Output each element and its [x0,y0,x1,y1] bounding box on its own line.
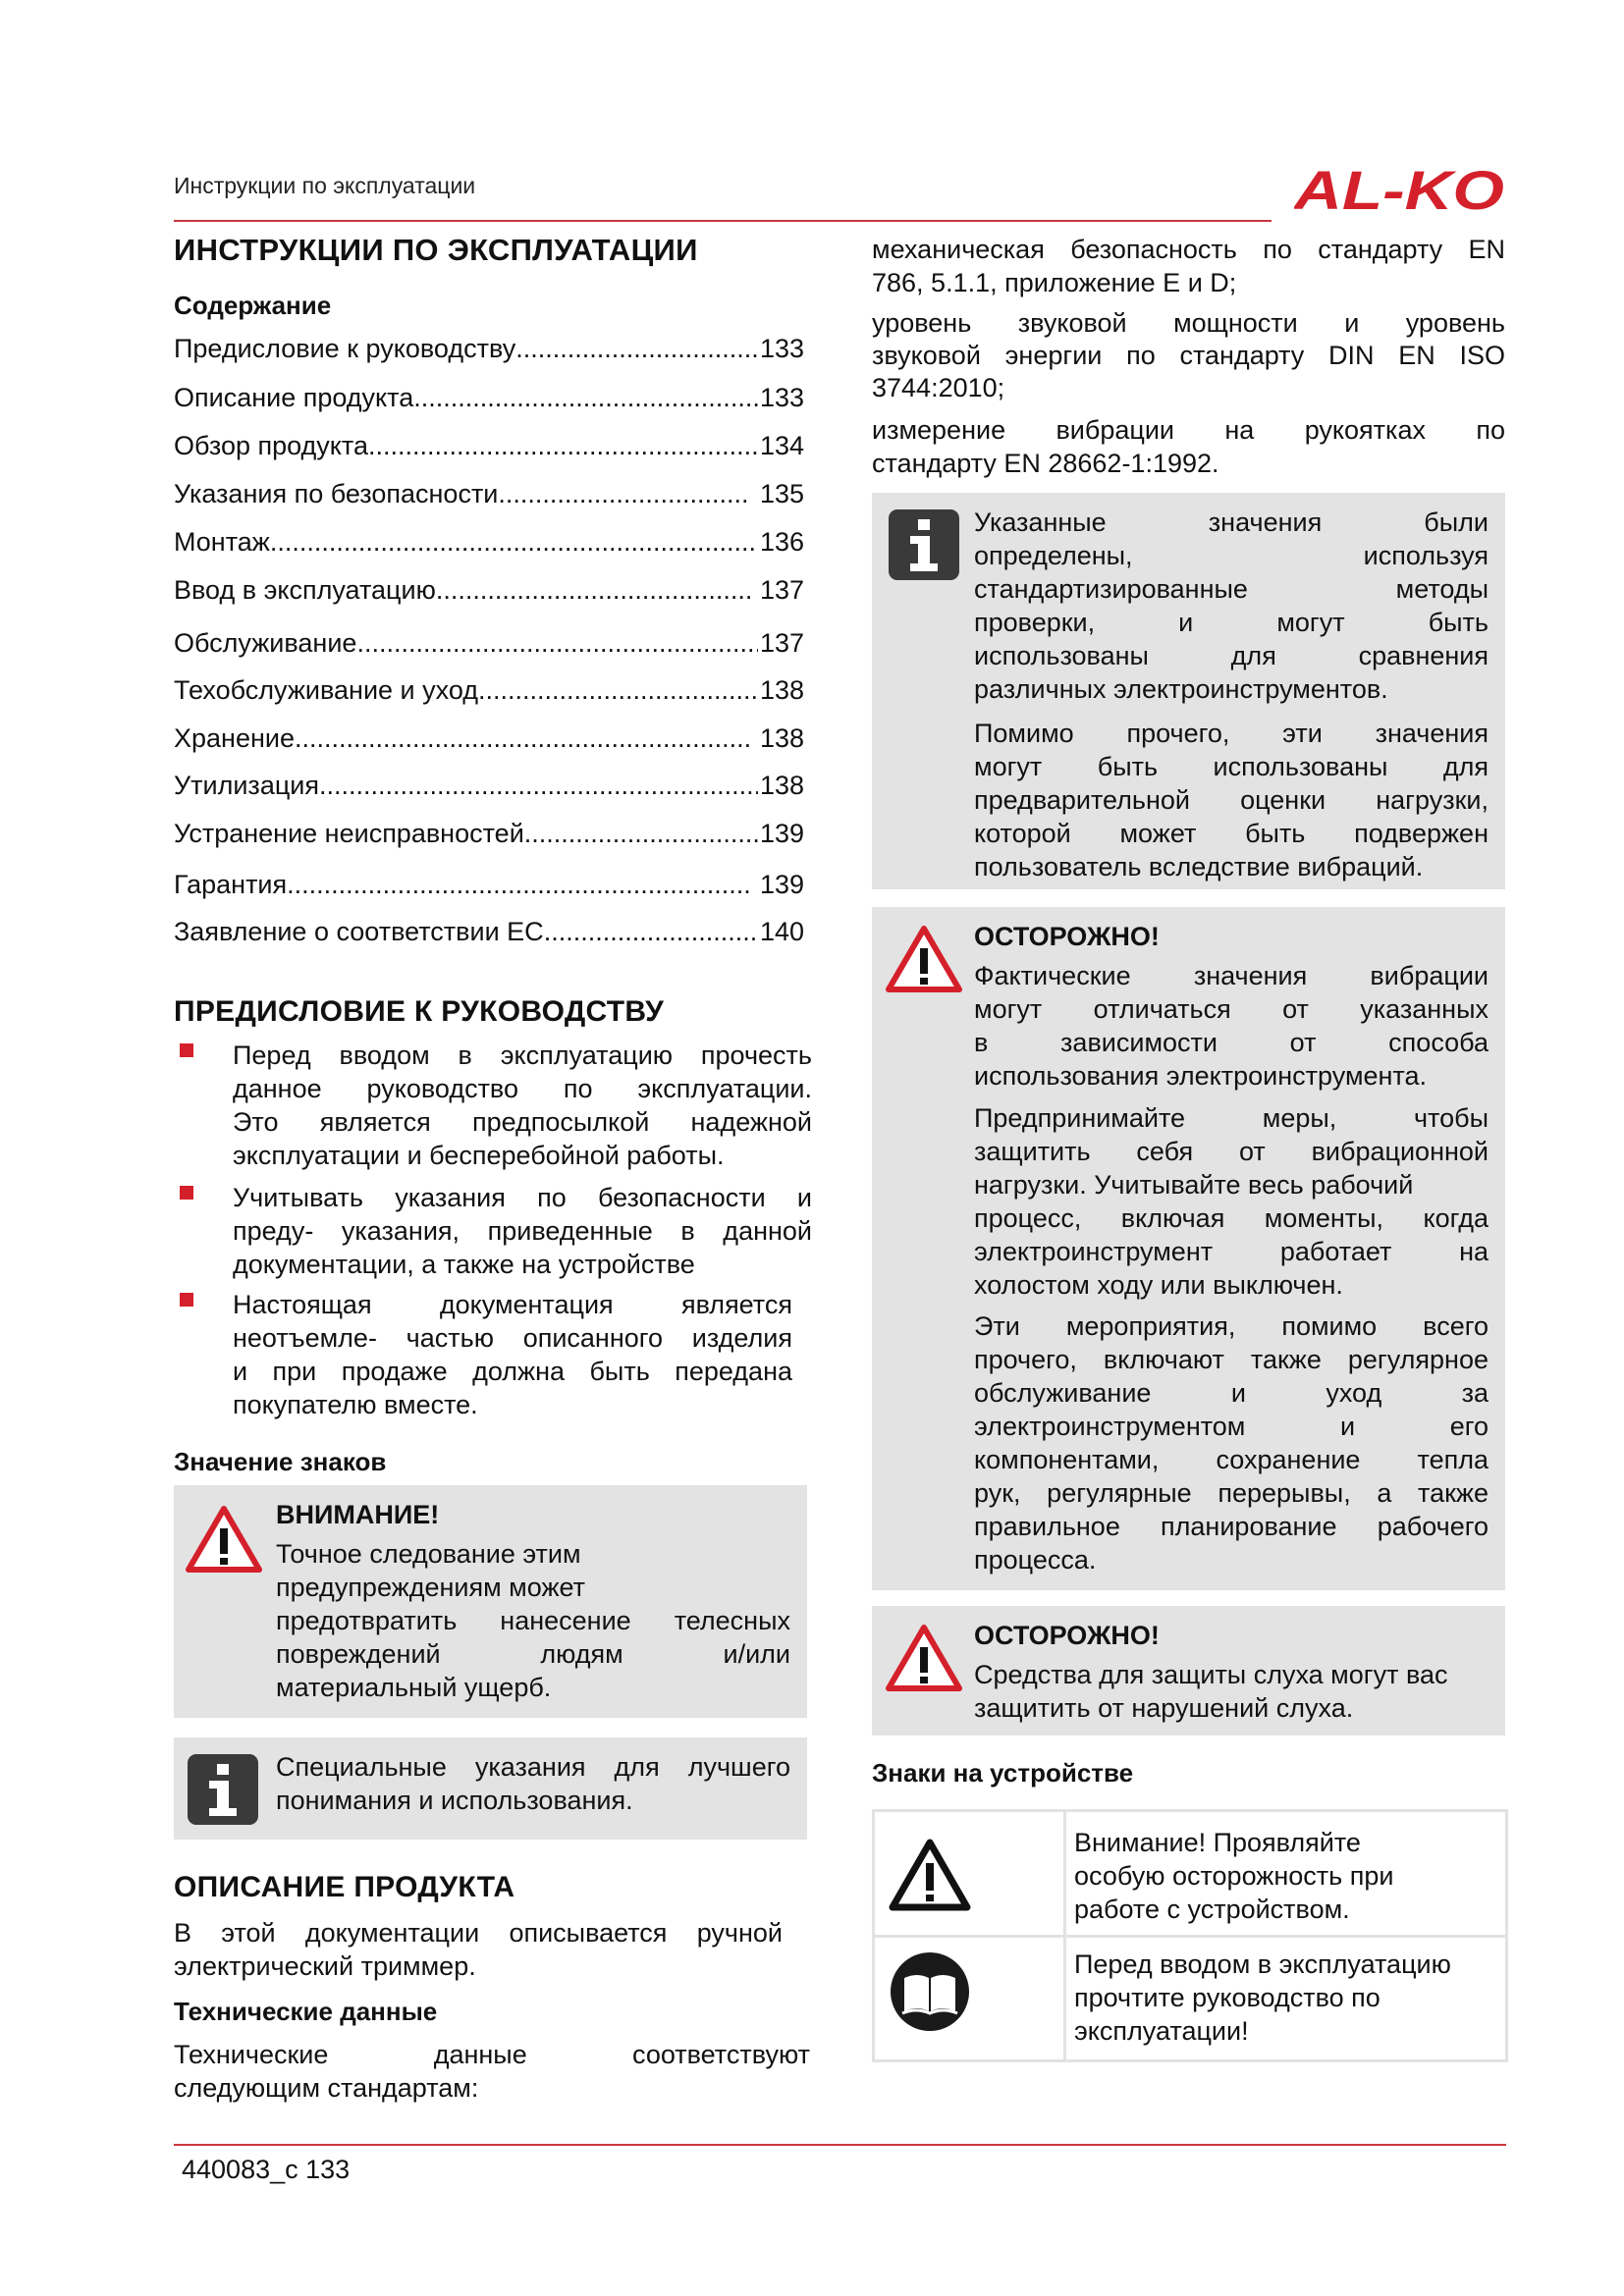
product-text: В этой документации описывается ручной электрический триммер. [174,1918,783,1981]
bullet-marker [180,1186,193,1200]
toc-leader-dots [498,479,750,509]
standards-para-2: уровень звуковой мощности и уровень звуковой энергии по стандарту DIN EN ISO 3744:2010; [872,308,1505,402]
toc-entry-page: 136 [759,527,804,557]
toc-entry-label: Хранение [174,723,295,753]
bullet-marker [180,1043,193,1057]
toc-entry[interactable] [174,771,804,804]
toc-entry-page: 138 [752,723,804,753]
tech-title: Технические данные [174,1997,438,2026]
toc-entry-page: 133 [759,334,804,363]
warning-triangle-icon [886,925,962,998]
alko-logo [1294,163,1506,216]
toc-leader-dots [356,628,758,659]
info-text: Специальные указания для лучшего понимания и использования. [276,1752,790,1815]
toc-leader-dots [287,870,750,900]
table-divider [875,1935,1505,1938]
toc-entry-page: 138 [759,675,804,705]
warning-triangle-icon [186,1505,262,1578]
caution-text-3: Эти мероприятия, помимо всего прочего, включают также регулярное обслуживание и уход за электроинструментом и его компонентами, сохранение тепла рук, регулярные перерывы, а также правильное планирование рабочего процесса. [974,1311,1489,1575]
toc-leader-dots [413,383,758,413]
toc-entry-label: Описание продукта [174,383,414,412]
info-icon [889,509,959,585]
device-sign-text: Перед вводом в эксплуатацию прочтите руководство по эксплуатации! [1074,1949,1451,2046]
bullet-marker [180,1293,193,1307]
toc-leader-dots [515,334,758,364]
toc-entry[interactable] [174,675,804,709]
toc-entry-page: 139 [759,819,804,848]
toc-entry[interactable] [174,819,804,852]
logo-text: AL-KO [1294,163,1504,216]
bullet-text: Настоящая документация является неотъемле- частью описанного изделия и при продаже должна быть передана покупателю вместе. [233,1290,792,1419]
header-title: Инструкции по эксплуатации [174,173,476,198]
toc-entry-label: Указания по безопасности [174,479,499,508]
toc-entry[interactable] [174,383,804,416]
toc-entry[interactable] [174,723,804,757]
info-icon [188,1754,258,1830]
toc-entry[interactable] [174,870,804,903]
toc-leader-dots [295,723,750,754]
toc-entry-page: 135 [752,479,804,508]
attention-title: ВНИМАНИЕ! [276,1500,440,1529]
toc-leader-dots [524,819,758,849]
toc-entry[interactable] [174,917,804,950]
toc-entry[interactable] [174,479,804,512]
header-rule [174,220,1272,222]
attention-box [174,1485,807,1718]
toc-entry-page: 137 [752,575,804,605]
toc-entry-label: Утилизация [174,771,319,800]
vibration-info-box [872,493,1505,889]
toc-entry[interactable] [174,334,804,367]
toc-entry-label: Обслуживание [174,628,357,658]
bullet-text: Учитывать указания по безопасности и преду- указания, приведенные в данной документации, а также на устройстве [233,1183,812,1279]
toc-entry[interactable] [174,527,804,561]
read-manual-icon [889,1950,971,2038]
standards-para-1: механическая безопасность по стандарту EN 786, 5.1.1, приложение E и D; [872,235,1505,297]
toc-leader-dots [270,527,758,558]
toc-leader-dots [368,431,758,461]
toc-entry-label: Ввод в эксплуатацию [174,575,436,605]
info-text-2: Помимо прочего, эти значения могут быть использованы для предварительной оценки нагрузки, которой может быть подвержен пользователь вследствие вибраций. [974,719,1489,881]
toc-leader-dots [544,917,758,947]
toc-entry-page: 133 [759,383,804,412]
toc-entry-label: Обзор продукта [174,431,368,460]
bullet-text: Перед вводом в эксплуатацию прочесть данное руководство по эксплуатации. Это является предпосылкой надежной эксплуатации и бесперебойной работы. [233,1041,812,1170]
toc-leader-dots [319,771,758,801]
toc-entry-label: Заявление о соответствии ЕС [174,917,544,946]
attention-text: Точное следование этим предупреждениям может предотвратить нанесение телесных повреждений людям и/или материальный ущерб. [276,1539,790,1702]
toc-entry-page: 138 [759,771,804,800]
device-signs-table [872,1809,1508,2062]
toc-entry-page: 139 [752,870,804,899]
main-title: ИНСТРУКЦИИ ПО ЭКСПЛУАТАЦИИ [174,233,698,267]
footer-code: 440083_c 133 [182,2155,351,2184]
toc-entry-page: 134 [759,431,804,460]
toc-entry-label: Устранение неисправностей [174,819,524,848]
info-box [174,1737,807,1840]
preface-title: ПРЕДИСЛОВИЕ К РУКОВОДСТВУ [174,995,665,1028]
warning-triangle-icon [889,1838,971,1917]
toc-leader-dots [436,575,751,606]
product-title: ОПИСАНИЕ ПРОДУКТА [174,1871,515,1903]
caution-text-1: Фактические значения вибрации могут отличаться от указанных в зависимости от способа использования электроинструмента. [974,961,1489,1091]
footer-rule [174,2144,1506,2146]
caution-text-2: Предпринимайте меры, чтобы защитить себя от вибрационной нагрузки. Учитывайте весь рабочий процесс, включая моменты, когда электроинструмент работает на холостом ходу или выключен. [974,1103,1489,1300]
toc-entry-page: 137 [759,628,804,658]
caution-title: ОСТОРОЖНО! [974,1621,1160,1650]
toc-entry-label: Предисловие к руководству [174,334,516,363]
info-text-1: Указанные значения были определены, используя стандартизированные методы проверки, и могут быть использованы для сравнения различных электроинструментов. [974,507,1489,704]
toc-entry-label: Монтаж [174,527,270,557]
device-signs-title: Знаки на устройстве [872,1758,1134,1788]
toc-entry[interactable] [174,431,804,464]
toc-entry[interactable] [174,628,804,662]
tech-text: Технические данные соответствуют следующим стандартам: [174,2040,810,2103]
signs-title: Значение знаков [174,1447,387,1476]
toc-leader-dots [478,675,758,706]
warning-triangle-icon [886,1624,962,1697]
toc-entry-page: 140 [759,917,804,946]
toc-entry-label: Техобслуживание и уход [174,675,478,705]
toc-entry-label: Гарантия [174,870,288,899]
device-sign-text: Внимание! Проявляйте особую осторожность при работе с устройством. [1074,1828,1394,1924]
toc-entry[interactable] [174,575,804,609]
caution-box-hearing [872,1606,1505,1735]
standards-para-3: измерение вибрации на рукоятках по стандарту EN 28662-1:1992. [872,415,1505,478]
caution-text: Средства для защиты слуха могут вас защитить от нарушений слуха. [974,1660,1448,1723]
toc-title: Содержание [174,291,332,320]
caution-box-vibration [872,907,1505,1590]
caution-title: ОСТОРОЖНО! [974,922,1160,951]
